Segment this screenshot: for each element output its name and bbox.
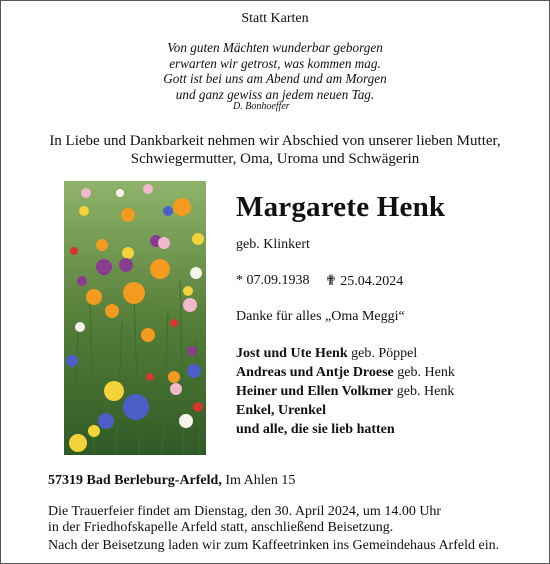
life-dates bbox=[236, 273, 404, 289]
mourner-entry bbox=[236, 382, 455, 401]
cross-icon: ✟ bbox=[325, 274, 337, 289]
intro-line: In Liebe und Dankbarkeit nehmen wir Abschied von unserer lieben Mutter, bbox=[49, 133, 501, 149]
info-line: in der Friedhofskapelle Arfeld statt, anschließend Beisetzung. bbox=[48, 519, 394, 535]
poem bbox=[1, 40, 549, 102]
death-date bbox=[325, 273, 403, 290]
poem-author: D. Bonhoeffer bbox=[233, 101, 290, 112]
mourner-name: Jost und Ute Henk bbox=[236, 346, 348, 361]
address-city: 57319 Bad Berleburg-Arfeld, bbox=[48, 473, 222, 488]
maiden-name: geb. Klinkert bbox=[236, 237, 310, 252]
reception-info: Nach der Beisetzung laden wir zum Kaffeetrinken ins Gemeindehaus Arfeld ein. bbox=[48, 538, 500, 553]
mourner-name: Enkel, Urenkel bbox=[236, 403, 326, 418]
mourner-note: geb. Henk bbox=[393, 365, 455, 380]
flower-meadow-photo bbox=[64, 181, 206, 455]
address bbox=[48, 473, 295, 489]
mourner-entry bbox=[236, 401, 455, 420]
mourner-name: Heiner und Ellen Volkmer bbox=[236, 384, 394, 399]
mourner-note: geb. Pöppel bbox=[347, 346, 418, 361]
mourner-name: und alle, die sie lieb hatten bbox=[236, 422, 395, 437]
funeral-info bbox=[48, 504, 441, 535]
address-street: Im Ahlen 15 bbox=[221, 473, 296, 488]
poem-line: Von guten Mächten wunderbar geborgen bbox=[167, 40, 383, 55]
mourner-entry bbox=[236, 344, 455, 363]
mourner-entry bbox=[236, 363, 455, 382]
death-date-value: 25.04.2024 bbox=[340, 274, 404, 289]
poem-line: und ganz gewiss an jedem neuen Tag. bbox=[175, 86, 375, 102]
poem-line: Gott ist bei uns am Abend und am Morgen bbox=[163, 71, 387, 87]
mourner-name: Andreas und Antje Droese bbox=[236, 365, 394, 380]
poem-line: erwarten wir getrost, was kommen mag. bbox=[169, 55, 381, 71]
birth-date: * 07.09.1938 bbox=[236, 273, 310, 288]
flower-meadow-image bbox=[64, 181, 206, 455]
intro-line: Schwiegermutter, Oma, Uroma und Schwägerin bbox=[130, 151, 420, 167]
intro-text bbox=[1, 132, 549, 168]
deceased-name: Margarete Henk bbox=[236, 191, 446, 223]
info-line: Die Trauerfeier findet am Dienstag, den 30. April 2024, um 14.00 Uhr bbox=[48, 504, 442, 519]
thanks-line: Danke für alles „Oma Meggi“ bbox=[236, 309, 405, 324]
mourner-note: geb. Henk bbox=[393, 384, 455, 399]
header-title: Statt Karten bbox=[241, 11, 309, 26]
mourner-entry bbox=[236, 420, 455, 439]
mourners-list bbox=[236, 344, 455, 439]
